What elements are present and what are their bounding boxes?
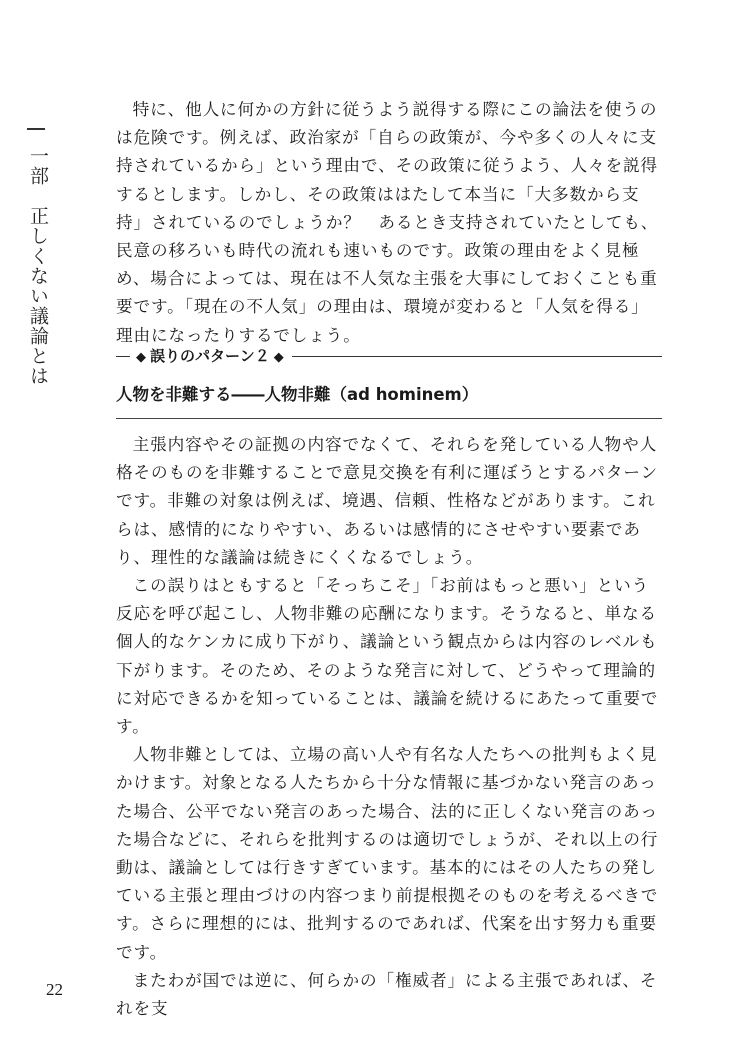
paragraph: この誤りはともすると「そっちこそ」「お前はもっと悪い」という反応を呼び起こし、人物非難の応酬になります。そうなると、単なる個人的なケンカに成り下がり、議論という観点からは内容のレベルも下がります。そのため、そのような発言に対して、どうやって理論的に対応できるかを知っていることは、議論を続けるにあたって重要です。 [116, 576, 659, 737]
paragraph: 人物非難としては、立場の高い人や有名な人たちへの批判もよく見かけます。対象となる人たちから十分な情報に基づかない発言のあった場合、公平でない発言のあった場合、法的に正しくない発言のあった場合などに、それらを批判するのは適切でしょうが、それ以上の行動は、議論としては行きすぎています。基本的にはその人たちの発している主張と理由づけの内容つまり前提根拠そのものを考えるべきです。さらに理想的には、批判するのであれば、代案を出す努力も重要です。 [116, 745, 659, 962]
section-title: 人物を非難する――人物非難（ad hominem） [116, 385, 479, 404]
running-head: 一部 正しくない議論とは [27, 146, 49, 386]
intro-text [116, 96, 661, 350]
page-number: 22 [46, 980, 63, 999]
paragraph: 主張内容やその証拠の内容でなくて、それらを発している人物や人格そのものを非難することで意見交換を有利に運ぼうとするパターンです。非難の対象は例えば、境遇、信頼、性格などがあります。これらは、感情的になりやすい、あるいは感情的にさせやすい要素であり、理性的な議論は続きにくくなるでしょう。 [116, 435, 658, 567]
body-text [116, 431, 661, 1023]
diamond-icon: ◆ [136, 350, 146, 365]
label-rule-left [116, 356, 130, 357]
label-rule-right [292, 356, 662, 357]
paragraph: またわが国では逆に、何らかの「権威者」による主張であれば、それを支 [116, 970, 658, 1019]
section-label-row [116, 345, 662, 367]
section-label [132, 345, 288, 369]
section-heading [116, 345, 662, 423]
intro-paragraph: 特に、他人に何かの方針に従うよう説得する際にこの論法を使うのは危険です。例えば、政治家が「自らの政策が、今や多くの人々に支持されているから」という理由で、その政策に従うよう、人々を説得するとします。しかし、その政策ははたして本当に「大多数から支持」されているのでしょうか？ あるとき支持されていたとしても、民意の移ろいも時代の流れも速いものです。政策の理由をよく見極め、場合によっては、現在は不人気な主張を大事にしておくことも重要です。「現在の不人気」の理由は、環境が変わると「人気を得る」理由になったりするでしょう。 [116, 100, 659, 345]
diamond-icon: ◆ [273, 350, 284, 365]
running-head-rule [27, 128, 45, 130]
section-rule [116, 418, 662, 419]
section-label-text: 誤りのパターン２ [150, 347, 270, 365]
